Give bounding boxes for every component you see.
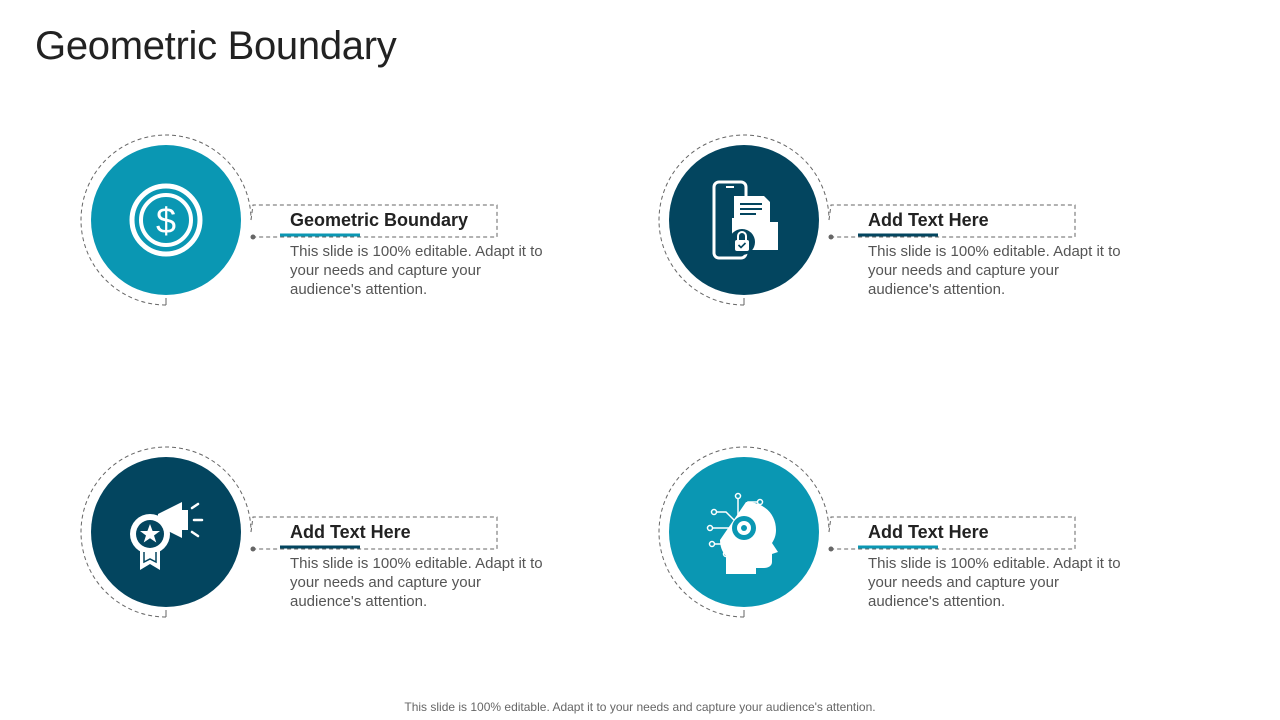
item-description: This slide is 100% editable. Adapt it to your needs and capture your audience's attention. [868,243,1121,298]
boundary-item-2 [659,135,1199,315]
boundary-item-1 [81,135,621,315]
award-megaphone-icon [124,490,208,574]
page-title: Geometric Boundary [35,24,397,68]
item-description: This slide is 100% editable. Adapt it to your needs and capture your audience's attention. [290,555,543,610]
icon-circle [91,145,241,295]
item-description: This slide is 100% editable. Adapt it to your needs and capture your audience's attention. [868,555,1121,610]
boundary-item-3 [81,447,621,627]
dollar-coin-icon [128,182,204,258]
item-heading: Geometric Boundary [290,210,469,230]
item-heading: Add Text Here [290,522,411,542]
head-gear-circuit-icon [702,490,786,574]
secure-mobile-documents-icon [704,178,784,262]
boundary-item-4 [659,447,1199,627]
footer-note: This slide is 100% editable. Adapt it to your needs and capture your audience's attention. [404,700,876,714]
item-heading: Add Text Here [868,522,989,542]
item-heading: Add Text Here [868,210,989,230]
icon-circle [669,145,819,295]
icon-circle [91,457,241,607]
svg-text:$: $ [155,200,177,241]
item-description: This slide is 100% editable. Adapt it to your needs and capture your audience's attention. [290,243,543,298]
icon-circle [669,457,819,607]
